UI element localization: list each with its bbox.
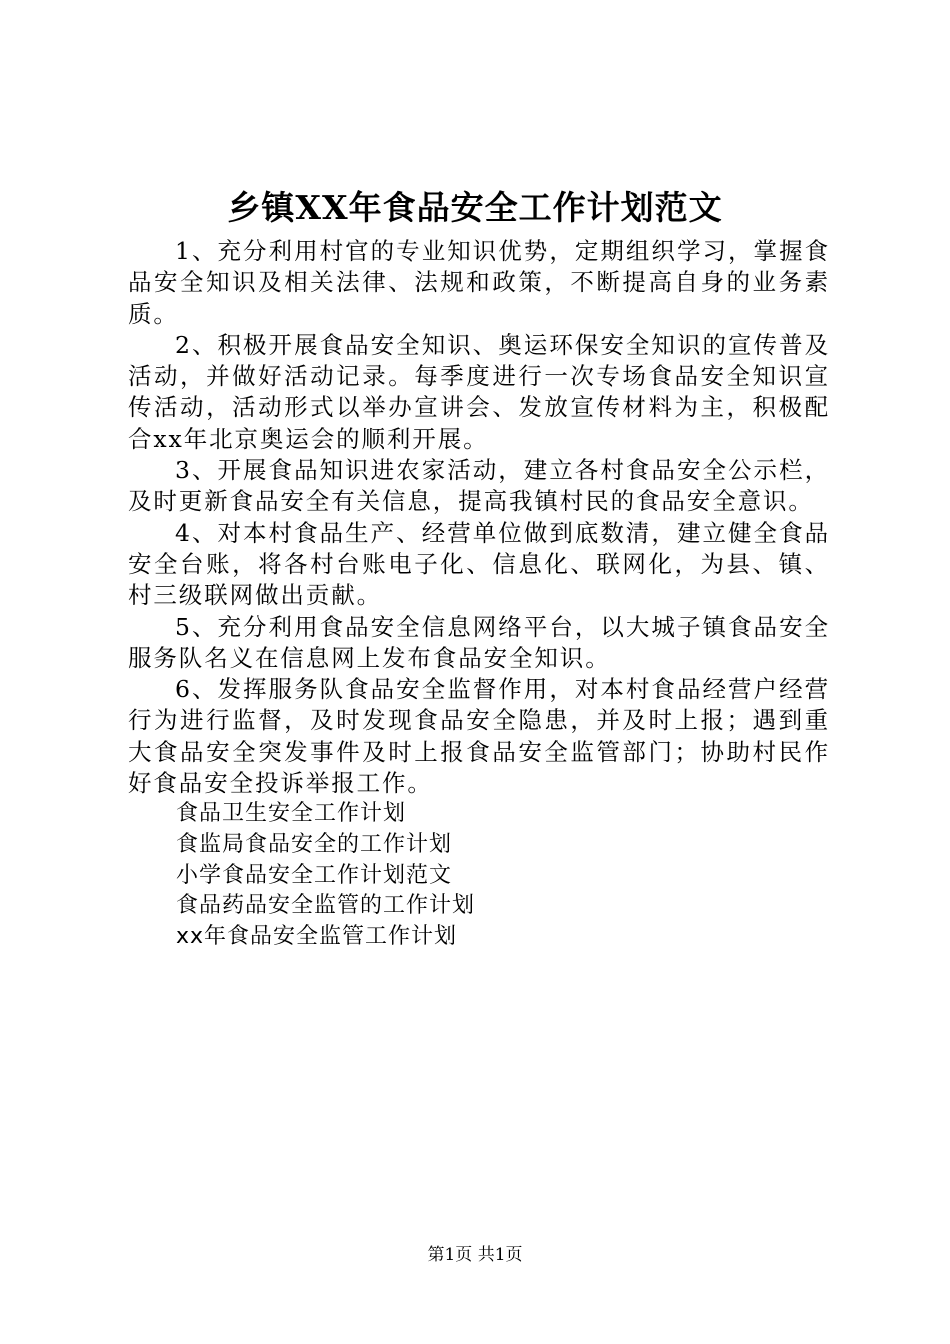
related-link-5[interactable]: xx年食品安全监管工作计划 xyxy=(176,923,458,949)
document-body xyxy=(128,236,830,952)
paragraph-5: 5、充分利用食品安全信息网络平台，以大城子镇食品安全服务队名义在信息网上发布食品安全知识。 xyxy=(128,612,830,672)
related-link-4[interactable]: 食品药品安全监管的工作计划 xyxy=(176,893,476,919)
related-link-1[interactable]: 食品卫生安全工作计划 xyxy=(176,801,407,827)
paragraph-1: 1、充分利用村官的专业知识优势，定期组织学习，掌握食品安全知识及相关法律、法规和政策，不断提高自身的业务素质。 xyxy=(128,237,830,328)
related-links-list xyxy=(128,799,830,952)
paragraph-2: 2、积极开展食品安全知识、奥运环保安全知识的宣传普及活动，并做好活动记录。每季度进行一次专场食品安全知识宣传活动，活动形式以举办宣讲会、发放宣传材料为主，积极配合xx年北京奥运会的顺利开展。 xyxy=(128,330,830,453)
related-link-2[interactable]: 食监局食品安全的工作计划 xyxy=(176,831,453,857)
paragraph-6: 6、发挥服务队食品安全监督作用，对本村食品经营户经营行为进行监督，及时发现食品安全隐患，并及时上报；遇到重大食品安全突发事件及时上报食品安全监管部门；协助村民作好食品安全投诉举报工作。 xyxy=(128,675,830,798)
paragraph-3: 3、开展食品知识进农家活动，建立各村食品安全公示栏，及时更新食品安全有关信息，提高我镇村民的食品安全意识。 xyxy=(128,456,830,516)
paragraph-4: 4、对本村食品生产、经营单位做到底数清，建立健全食品安全台账，将各村台账电子化、信息化、联网化，为县、镇、村三级联网做出贡献。 xyxy=(128,518,830,610)
related-link-3[interactable]: 小学食品安全工作计划范文 xyxy=(176,862,453,888)
document-title: 乡镇XX年食品安全工作计划范文 xyxy=(227,188,723,227)
page-footer: 第1页 共1页 xyxy=(427,1245,523,1265)
